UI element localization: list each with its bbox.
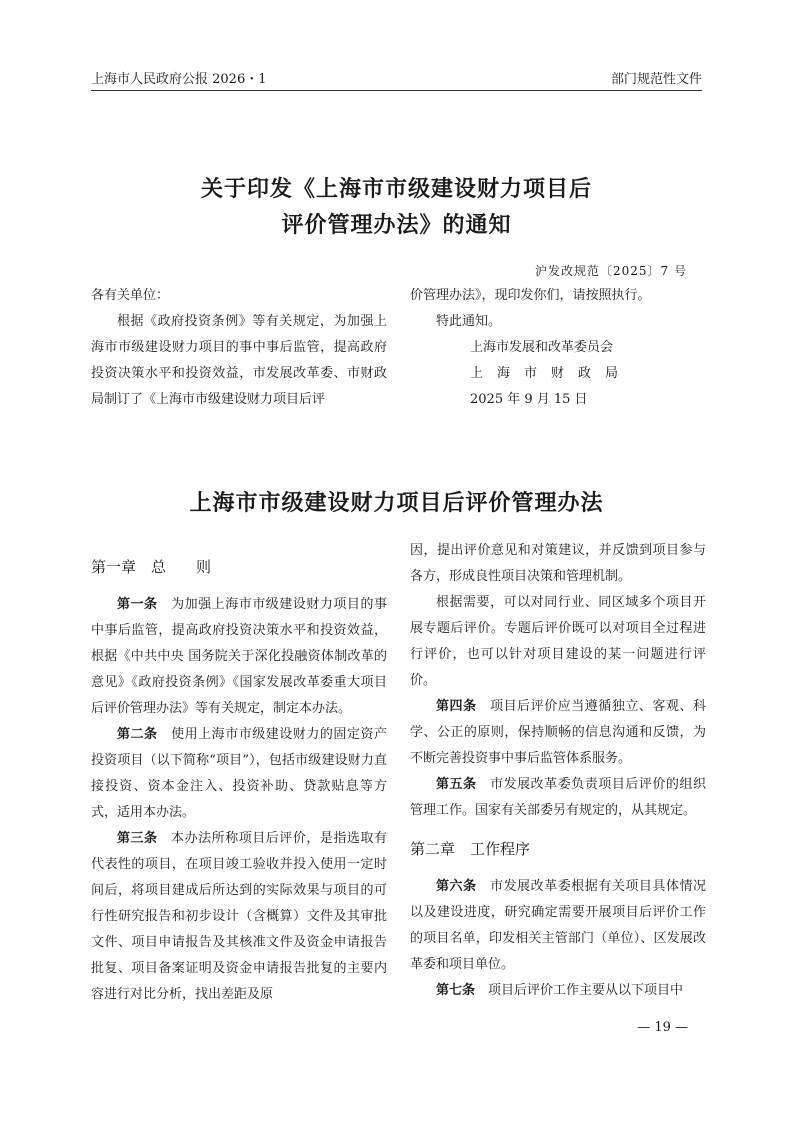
issue-date: 2025 年 9 月 15 日 — [470, 392, 588, 407]
article-6-label: 第六条 — [436, 879, 477, 894]
notice-body-right: 价管理办法》，现印发你们，请按照执行。 — [410, 288, 651, 303]
issuer-2: 上海市财政局 — [470, 366, 633, 381]
article-4-label: 第四条 — [436, 699, 477, 714]
measures-right-column — [410, 538, 706, 1004]
article-7-label: 第七条 — [436, 983, 476, 998]
running-header — [91, 64, 702, 91]
article-2-label: 第二条 — [117, 727, 158, 742]
article-1-text: 为加强上海市市级建设财力项目的事中事后监管，提高政府投资决策水平和投资效益，根据《中共中央 国务院关于深化投融资体制改革的意见》《政府投资条例》《国家发展改革委重大项目后评价管理办法》等有关规定，制定本办法。 — [91, 597, 387, 716]
closing: 特此通知。 — [436, 314, 502, 329]
article-2-text: 使用上海市市级建设财力的固定资产投资项目（以下简称“项目”），包括市级建设财力直接投资、资本金注入、投资补助、贷款贴息等方式，适用本办法。 — [91, 727, 387, 820]
article-6 — [410, 874, 706, 978]
special-evaluation-paragraph: 根据需要，可以对同行业、同区域多个项目开展专题后评价。专题后评价既可以对项目全过程进行评价，也可以针对项目建设的某一问题进行评价。 — [410, 595, 706, 688]
article-1 — [91, 592, 387, 722]
document-number: 沪发改规范〔2025〕7 号 — [535, 264, 687, 278]
salutation: 各有关单位： — [91, 288, 170, 303]
article-7 — [410, 978, 706, 1004]
chapter-1-heading: 第一章 总 则 — [91, 558, 212, 576]
measures-left-column — [91, 542, 387, 1008]
header-publication: 上海市人民政府公报 2026・1 — [91, 72, 267, 87]
notice-body-left: 根据《政府投资条例》等有关规定，为加强上海市市级建设财力项目的事中事后监管，提高政府投资决策水平和投资效益，市发展改革委、市财政局制订了《上海市市级建设财力项目后评 — [91, 314, 387, 407]
notice-title-line2: 评价管理办法》的通知 — [281, 213, 512, 238]
page-number: — 19 — — [637, 1020, 688, 1035]
notice-title-line1: 关于印发《上海市市级建设财力项目后 — [200, 177, 592, 202]
article-4 — [410, 694, 706, 772]
article-6-text: 市发展改革委根据有关项目具体情况以及建设进度，研究确定需要开展项目后评价工作的项目名单，印发相关主管部门（单位）、区发展改革委和项目单位。 — [410, 879, 706, 972]
article-2 — [91, 722, 387, 826]
article-5-text: 市发展改革委负责项目后评价的组织管理工作。国家有关部委另有规定的，从其规定。 — [410, 777, 706, 818]
notice-right-column — [410, 283, 706, 413]
article-3-continued: 因，提出评价意见和对策建议，并反馈到项目参与各方，形成良性项目决策和管理机制。 — [410, 543, 706, 584]
article-5-label: 第五条 — [436, 777, 477, 792]
article-5 — [410, 772, 706, 824]
measures-title: 上海市市级建设财力项目后评价管理办法 — [189, 491, 604, 516]
article-3-text: 本办法所称项目后评价，是指选取有代表性的项目，在项目竣工验收并投入使用一定时间后，将项目建成后所达到的实际效果与项目的可行性研究报告和初步设计（含概算）文件及其审批文件、项目申请报告及其核准文件及资金申请报告批复、项目备案证明及资金申请报告批复的主要内容进行对比分析，找出差距及原 — [91, 831, 387, 1002]
header-section: 部门规范性文件 — [610, 72, 702, 87]
article-1-label: 第一条 — [117, 597, 158, 612]
chapter-2-heading: 第二章 工作程序 — [410, 840, 531, 858]
notice-left-column — [91, 283, 387, 413]
article-3-label: 第三条 — [117, 831, 158, 846]
article-7-text: 项目后评价工作主要从以下项目中 — [488, 983, 684, 998]
article-4-text: 项目后评价应当遵循独立、客观、科学、公正的原则，保持顺畅的信息沟通和反馈，为不断完善投资事中事后监管体系服务。 — [410, 699, 706, 766]
issuer-1: 上海市发展和改革委员会 — [470, 340, 614, 355]
article-3 — [91, 826, 387, 1008]
